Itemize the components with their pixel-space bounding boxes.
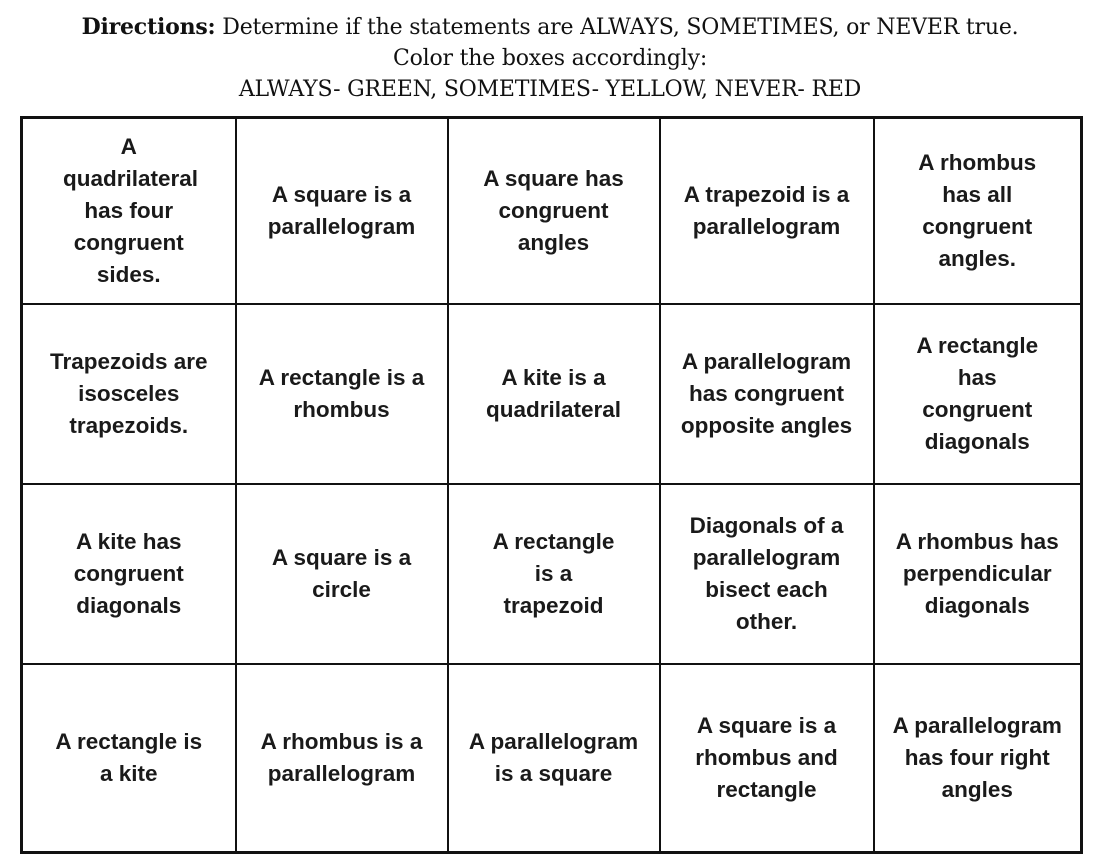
directions-line-2: Color the boxes accordingly: — [392, 46, 708, 71]
grid-row-4 — [22, 664, 1082, 853]
statement-box[interactable]: A quadrilateral has four congruent sides. — [22, 118, 236, 305]
statement-box[interactable]: A square has congruent angles — [448, 118, 660, 305]
grid-row-1 — [22, 118, 1082, 305]
grid-row-2 — [22, 304, 1082, 484]
statement-box[interactable]: A trapezoid is a parallelogram — [660, 118, 874, 305]
statement-box[interactable]: A rectangle is a rhombus — [236, 304, 448, 484]
statement-box[interactable]: A kite has congruent diagonals — [22, 484, 236, 664]
statement-box[interactable]: A kite is a quadrilateral — [448, 304, 660, 484]
directions-text: Determine if the statements are ALWAYS, SOMETIMES, or NEVER true. — [222, 15, 1019, 40]
color-key: ALWAYS- GREEN, SOMETIMES- YELLOW, NEVER- RED — [238, 77, 862, 102]
statement-box[interactable]: A rectangle has congruent diagonals — [874, 304, 1082, 484]
statement-box[interactable]: A parallelogram has four right angles — [874, 664, 1082, 853]
grid-row-3 — [22, 484, 1082, 664]
statement-grid — [20, 116, 1083, 854]
statement-box[interactable]: A square is a circle — [236, 484, 448, 664]
statement-box[interactable]: A square is a rhombus and rectangle — [660, 664, 874, 853]
directions-line-1 — [0, 12, 1100, 43]
statement-box[interactable]: Trapezoids are isosceles trapezoids. — [22, 304, 236, 484]
directions-label: Directions: — [81, 14, 216, 40]
statement-box[interactable]: A rhombus is a parallelogram — [236, 664, 448, 853]
statement-box[interactable]: A rectangle is a kite — [22, 664, 236, 853]
statement-box[interactable]: A rectangle is a trapezoid — [448, 484, 660, 664]
directions-block — [0, 12, 1100, 105]
statement-box[interactable]: A parallelogram has congruent opposite angles — [660, 304, 874, 484]
statement-box[interactable]: A square is a parallelogram — [236, 118, 448, 305]
statement-box[interactable]: A rhombus has perpendicular diagonals — [874, 484, 1082, 664]
statement-box[interactable]: Diagonals of a parallelogram bisect each other. — [660, 484, 874, 664]
statement-box[interactable]: A parallelogram is a square — [448, 664, 660, 853]
statement-box[interactable]: A rhombus has all congruent angles. — [874, 118, 1082, 305]
